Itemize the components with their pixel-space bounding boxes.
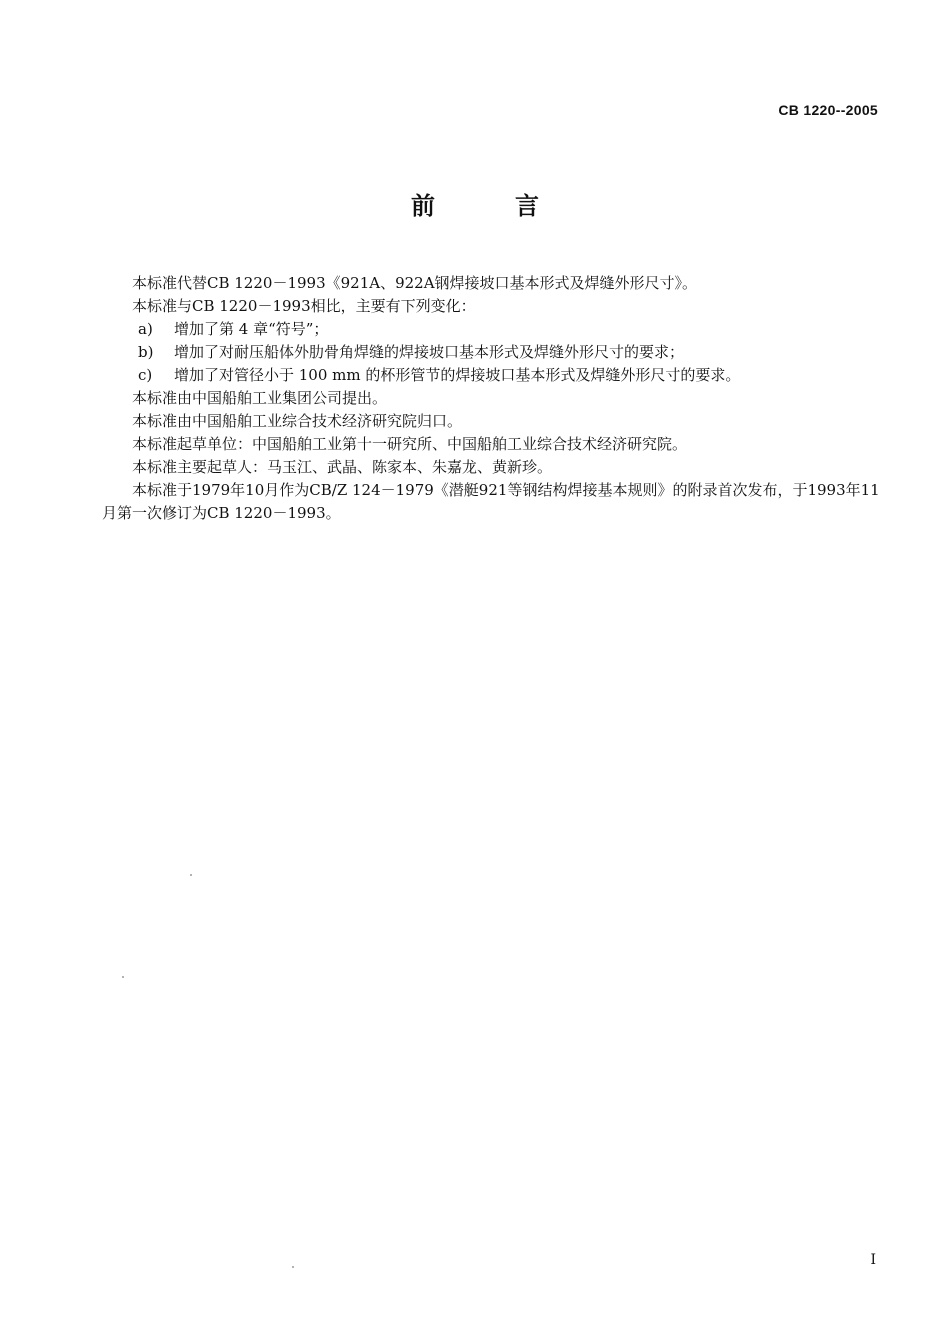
paragraph-history: 本标准于1979年10月作为CB/Z 124－1979《潜艇921等钢结构焊接基本规则》的附录首次发布，于1993年11月第一次修订为CB 1220－1993。: [102, 481, 880, 522]
standard-code: CB 1220--2005: [778, 102, 878, 118]
change-text: 增加了对管径小于 100 mm 的杯形管节的焊接坡口基本形式及焊缝外形尺寸的要求。: [174, 366, 741, 384]
change-item-c: [102, 364, 892, 387]
paragraph-drafters: 本标准主要起草人：马玉江、武晶、陈家本、朱嘉龙、黄新珍。: [132, 458, 553, 476]
foreword-body: [102, 272, 892, 525]
paragraph-proposer: 本标准由中国船舶工业集团公司提出。: [132, 389, 388, 407]
change-text: 增加了第 4 章“符号”；: [174, 320, 329, 338]
change-text: 增加了对耐压船体外肋骨角焊缝的焊接坡口基本形式及焊缝外形尺寸的要求；: [174, 343, 685, 361]
change-item-b: [102, 341, 892, 364]
paragraph-changes-intro: 本标准与CB 1220－1993相比，主要有下列变化：: [132, 297, 476, 315]
list-marker: a): [138, 320, 153, 338]
scan-speck: [122, 976, 124, 978]
change-item-a: [102, 318, 892, 341]
page-title: 前 言: [411, 192, 567, 220]
list-marker: b): [138, 343, 154, 361]
paragraph-drafting-units: 本标准起草单位：中国船舶工业第十一研究所、中国船舶工业综合技术经济研究院。: [132, 435, 688, 453]
paragraph-responsible: 本标准由中国船舶工业综合技术经济研究院归口。: [132, 412, 463, 430]
scan-speck: [292, 1266, 294, 1268]
paragraph-replacement: 本标准代替CB 1220－1993《921A、922A钢焊接坡口基本形式及焊缝外形尺寸》。: [132, 274, 698, 292]
scan-speck: [190, 874, 192, 876]
list-marker: c): [138, 366, 153, 384]
page-number: I: [870, 1252, 876, 1268]
